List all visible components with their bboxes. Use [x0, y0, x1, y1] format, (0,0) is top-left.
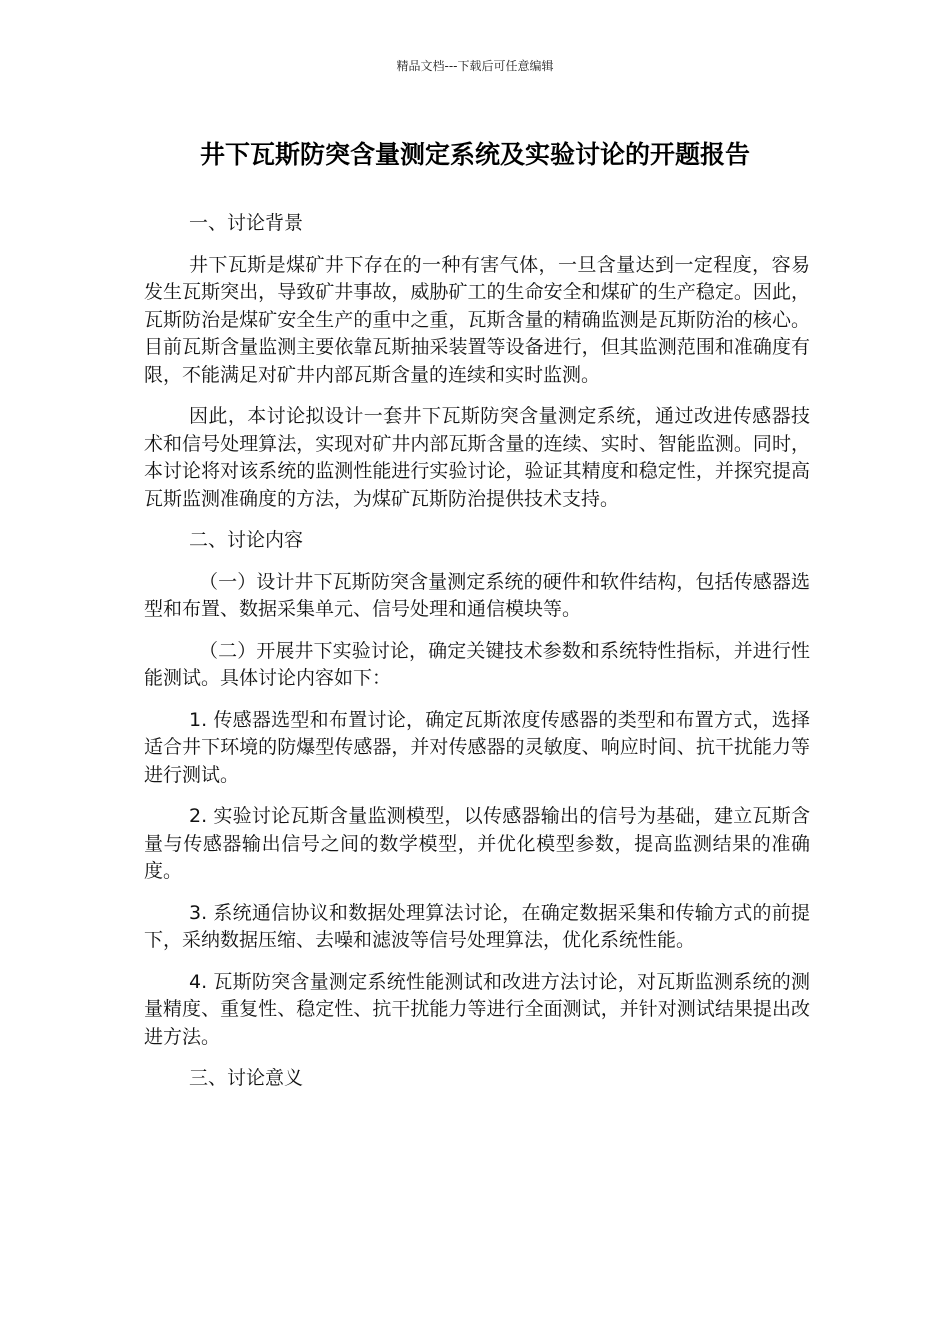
content-item-4: 4. 瓦斯防突含量测定系统性能测试和改进方法讨论，对瓦斯监测系统的测量精度、重复性、稳定性、抗干扰能力等进行全面测试，并针对测试结果提出改进方法。 [144, 970, 810, 1048]
content-subsection-2: （二）开展井下实验讨论，确定关键技术参数和系统特性指标，并进行性能测试。具体讨论内容如下： [144, 639, 810, 689]
content-item-3: 3. 系统通信协议和数据处理算法讨论，在确定数据采集和传输方式的前提下，采纳数据压缩、去噪和滤波等信号处理算法，优化系统性能。 [144, 901, 810, 951]
background-paragraph-2: 因此，本讨论拟设计一套井下瓦斯防突含量测定系统，通过改进传感器技术和信号处理算法，实现对矿井内部瓦斯含量的连续、实时、智能监测。同时，本讨论将对该系统的监测性能进行实验讨论，验证其精度和稳定性，并探究提高瓦斯监测准确度的方法，为煤矿瓦斯防治提供技术支持。 [144, 405, 810, 510]
content-subsection-1: （一）设计井下瓦斯防突含量测定系统的硬件和软件结构，包括传感器选型和布置、数据采集单元、信号处理和通信模块等。 [144, 570, 810, 620]
background-paragraph-1: 井下瓦斯是煤矿井下存在的一种有害气体，一旦含量达到一定程度，容易发生瓦斯突出，导致矿井事故，威胁矿工的生命安全和煤矿的生产稳定。因此，瓦斯防治是煤矿安全生产的重中之重，瓦斯含量的精确监测是瓦斯防治的核心。目前瓦斯含量监测主要依靠瓦斯抽采装置等设备进行，但其监测范围和准确度有限，不能满足对矿井内部瓦斯含量的连续和实时监测。 [144, 253, 810, 386]
section-heading-content: 二、讨论内容 [189, 529, 304, 551]
section-heading-background: 一、讨论背景 [189, 212, 304, 234]
section-heading-significance: 三、讨论意义 [189, 1067, 304, 1089]
page-header: 精品文档---下载后可任意编辑 [396, 59, 554, 73]
document-title: 井下瓦斯防突含量测定系统及实验讨论的开题报告 [199, 140, 750, 169]
content-item-2: 2. 实验讨论瓦斯含量监测模型，以传感器输出的信号为基础，建立瓦斯含量与传感器输出信号之间的数学模型，并优化模型参数，提高监测结果的准确度。 [144, 805, 810, 882]
document-body [144, 210, 810, 1107]
content-item-1: 1. 传感器选型和布置讨论，确定瓦斯浓度传感器的类型和布置方式，选择适合井下环境的防爆型传感器，并对传感器的灵敏度、响应时间、抗干扰能力等进行测试。 [144, 708, 810, 786]
